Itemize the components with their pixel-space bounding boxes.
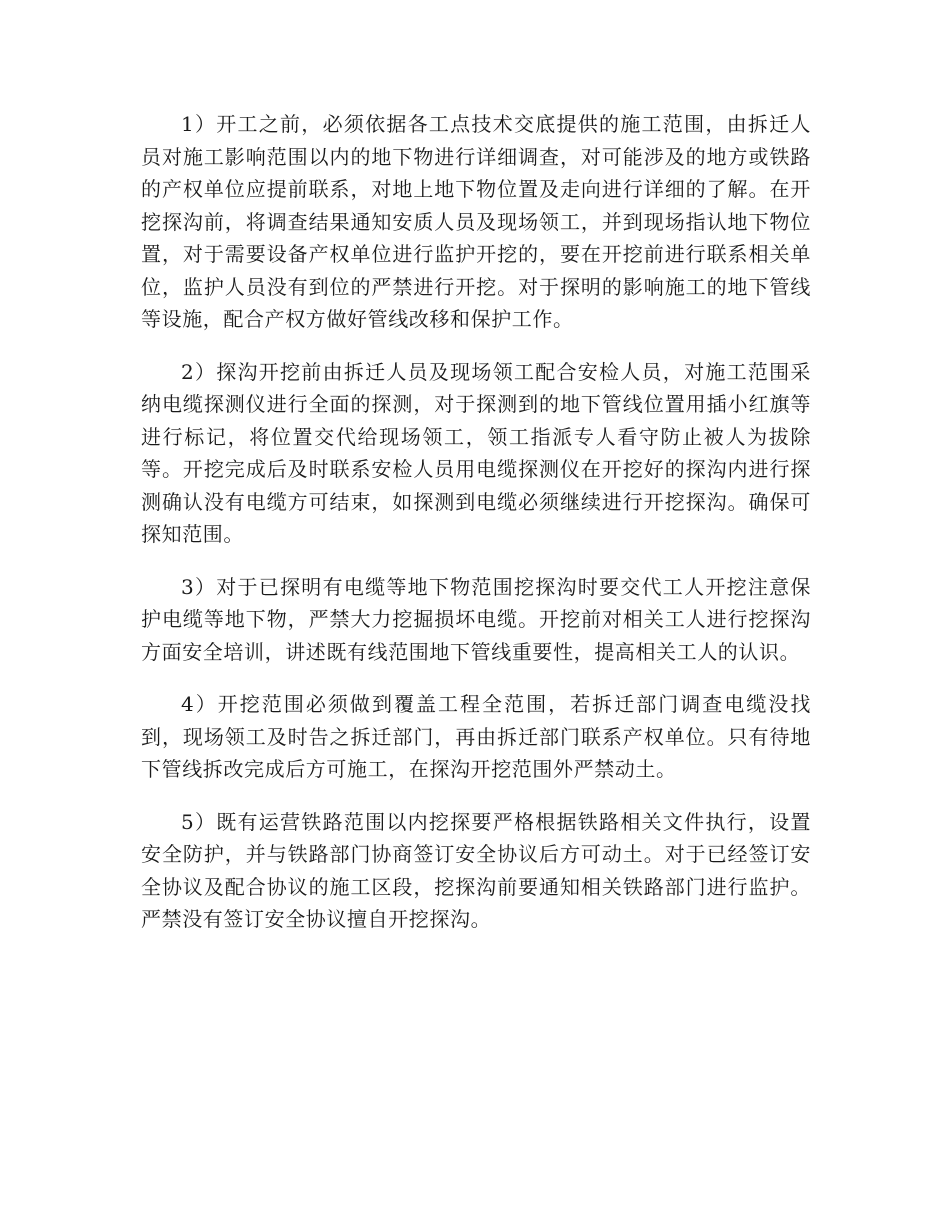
paragraph-1: 1）开工之前，必须依据各工点技术交底提供的施工范围，由拆迁人员对施工影响范围以内的地下物进行详细调查，对可能涉及的地方或铁路的产权单位应提前联系，对地上地下物位置及走向进行详细的了解。在开挖探沟前，将调查结果通知安质人员及现场领工，并到现场指认地下物位置，对于需要设备产权单位进行监护开挖的，要在开挖前进行联系相关单位，监护人员没有到位的严禁进行开挖。对于探明的影响施工的地下管线等设施，配合产权方做好管线改移和保护工作。 xyxy=(141,112,811,331)
paragraph-5: 5）既有运营铁路范围以内挖探要严格根据铁路相关文件执行，设置安全防护，并与铁路部门协商签订安全协议后方可动土。对于已经签订安全协议及配合协议的施工区段，挖探沟前要通知相关铁路部门进行监护。严禁没有签订安全协议擅自开挖探沟。 xyxy=(141,809,811,931)
document-body xyxy=(141,108,811,956)
paragraph-2: 2）探沟开挖前由拆迁人员及现场领工配合安检人员，对施工范围采纳电缆探测仪进行全面的探测，对于探测到的地下管线位置用插小红旗等进行标记，将位置交代给现场领工，领工指派专人看守防止被人为拔除等。开挖完成后及时联系安检人员用电缆探测仪在开挖好的探沟内进行探测确认没有电缆方可结束，如探测到电缆必须继续进行开挖探沟。确保可探知范围。 xyxy=(141,359,811,546)
paragraph-4: 4）开挖范围必须做到覆盖工程全范围，若拆迁部门调查电缆没找到，现场领工及时告之拆迁部门，再由拆迁部门联系产权单位。只有待地下管线拆改完成后方可施工，在探沟开挖范围外严禁动土。 xyxy=(141,692,811,781)
paragraph-3: 3）对于已探明有电缆等地下物范围挖探沟时要交代工人开挖注意保护电缆等地下物，严禁大力挖掘损坏电缆。开挖前对相关工人进行挖探沟方面安全培训，讲述既有线范围地下管线重要性，提高相关工人的认识。 xyxy=(141,574,811,664)
